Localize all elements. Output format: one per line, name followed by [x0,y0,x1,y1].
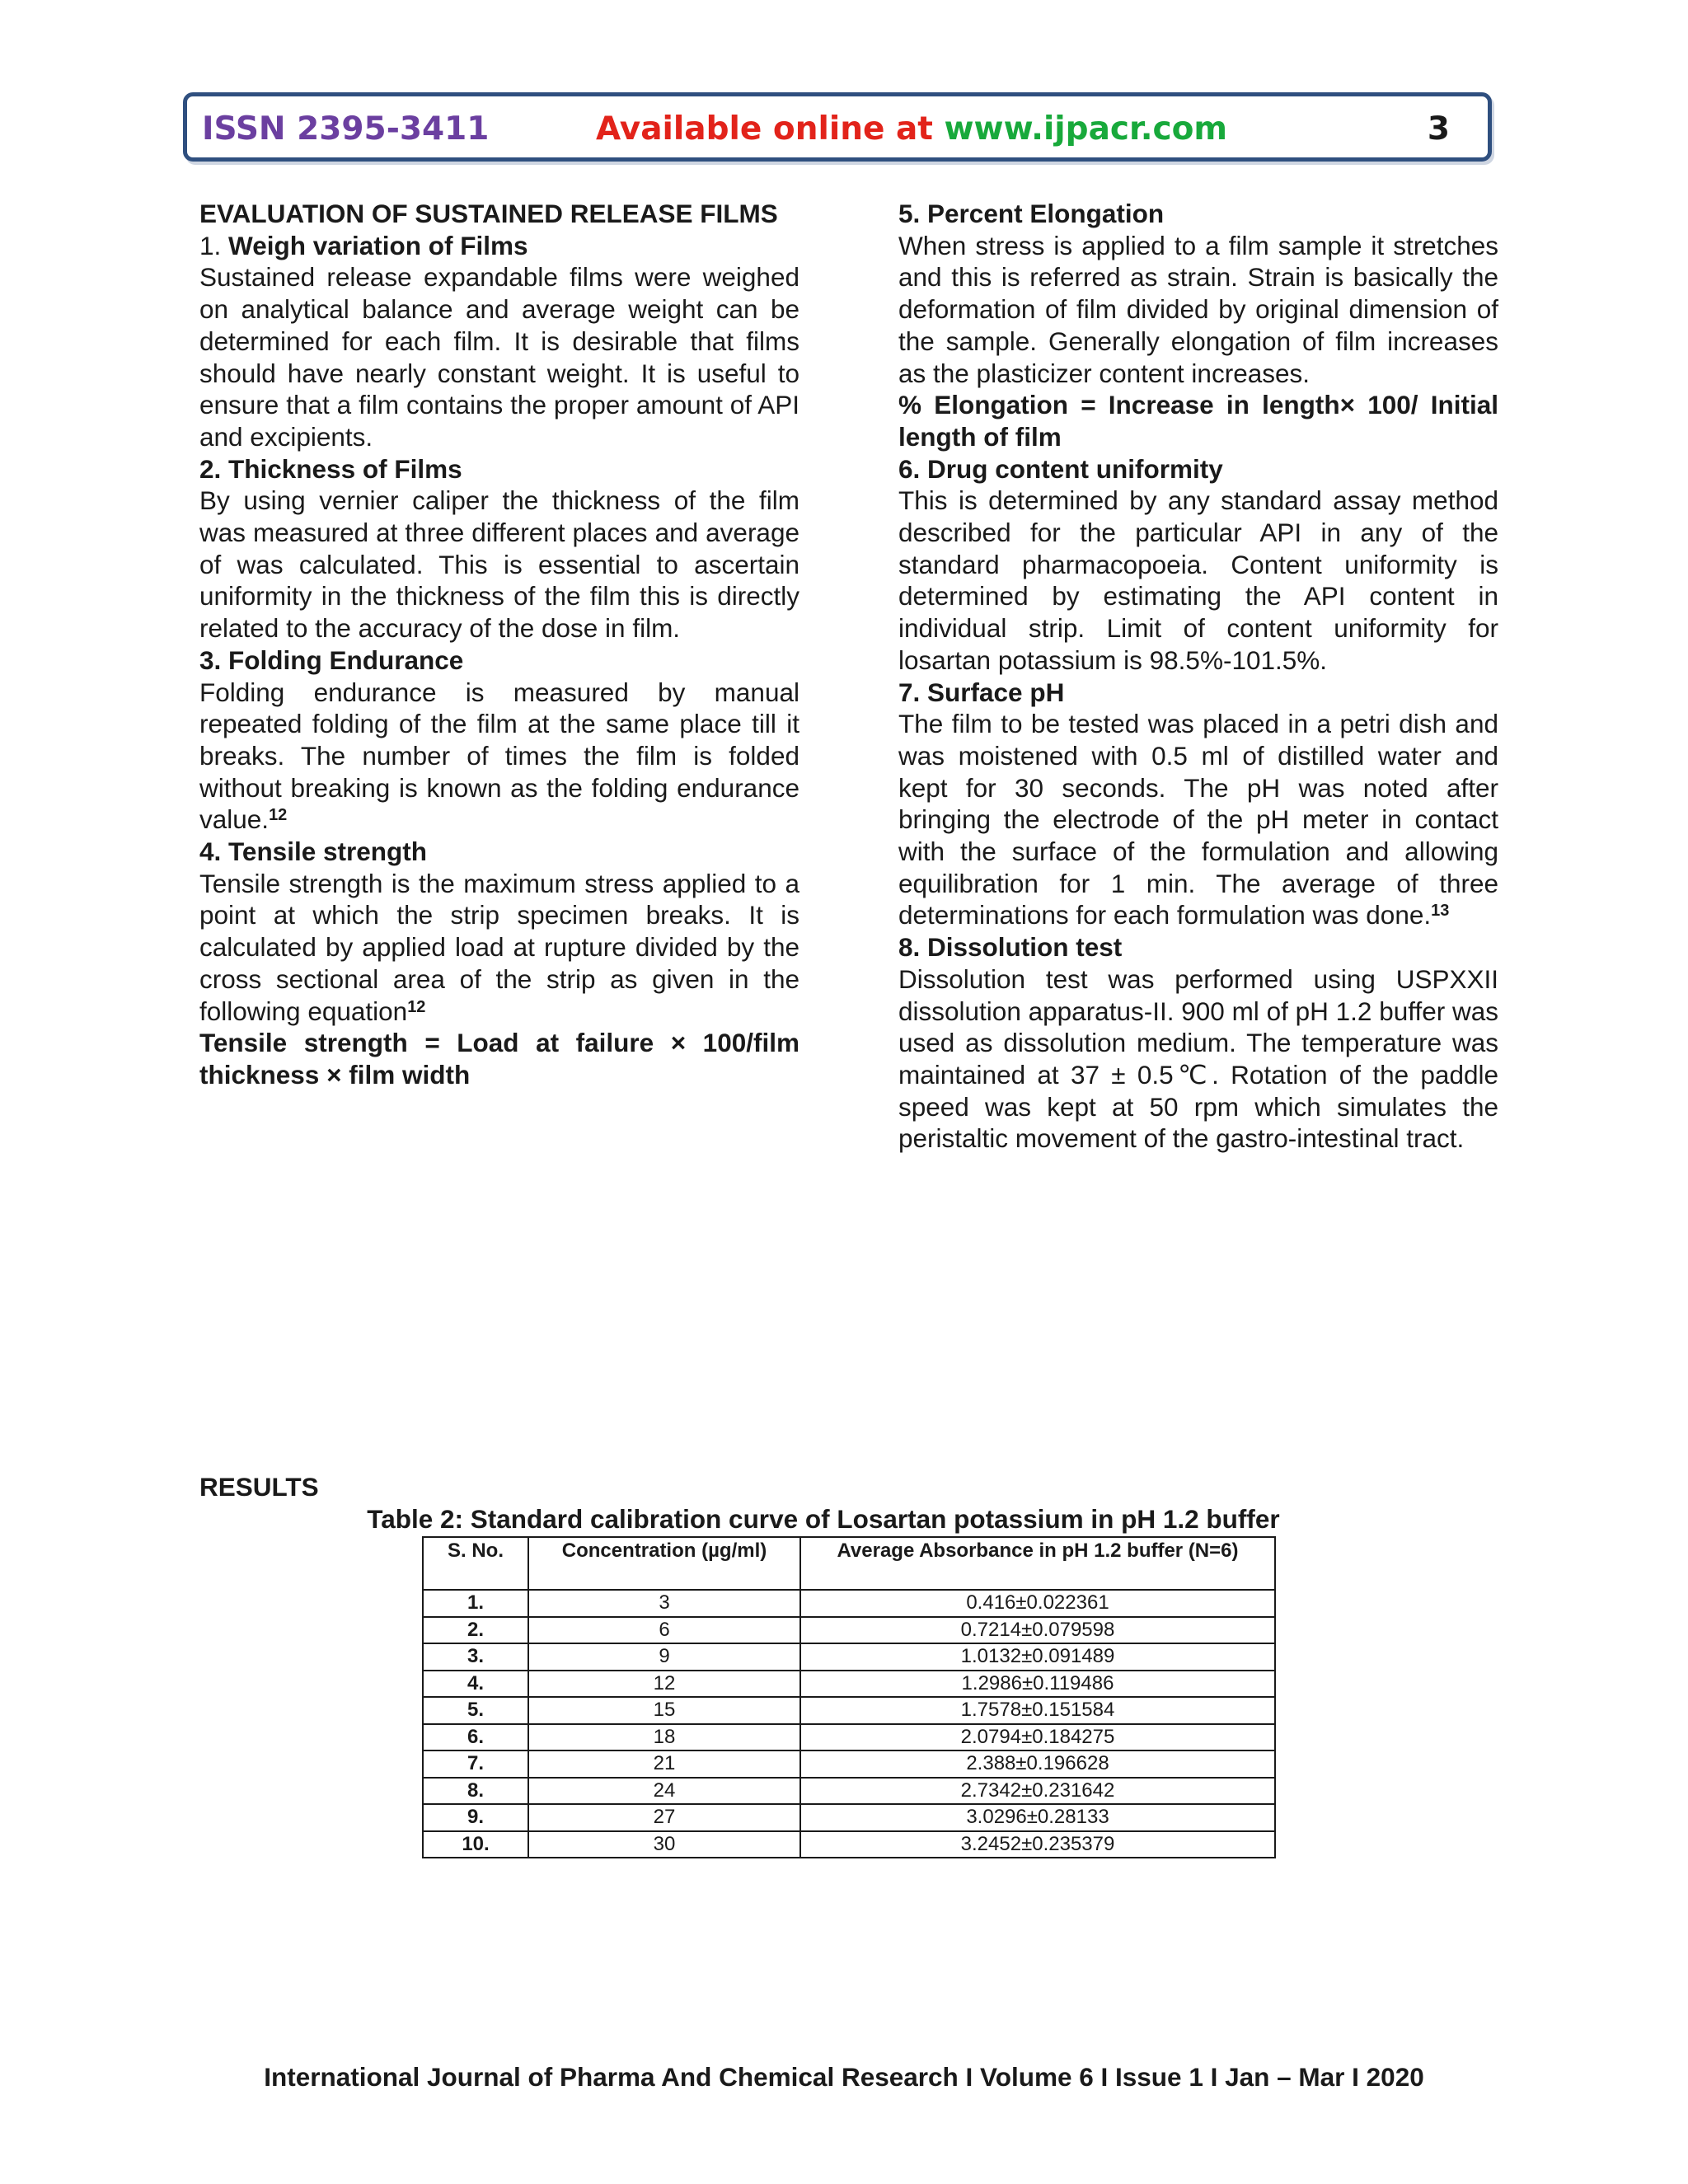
section-6-body: This is determined by any standard assay method described for the particular API in any of the standard pharmacopoeia. Content uniformity is determined by estimating the API content in individual strip. Limit of content uniformity for losartan potassium is 98.5%-101.5%. [898,485,1498,675]
table-row [423,1697,1275,1724]
table-caption [0,1504,1688,1535]
cell-concentration: 24 [528,1778,800,1805]
table-row [423,1750,1275,1778]
cell-sno: 10. [423,1831,528,1858]
cell-concentration: 18 [528,1724,800,1751]
cell-absorbance: 2.0794±0.184275 [800,1724,1275,1751]
cell-sno: 9. [423,1804,528,1831]
cell-absorbance: 1.2986±0.119486 [800,1671,1275,1698]
right-column [898,198,1498,1155]
cell-absorbance: 0.416±0.022361 [800,1590,1275,1617]
table-row [423,1804,1275,1831]
table-header-row [423,1537,1275,1590]
section-8-title: 8. Dissolution test [898,932,1123,963]
table-row [423,1778,1275,1805]
section-1-title-text: Weigh variation of Films [228,230,528,260]
table-row [423,1671,1275,1698]
section-4-body [199,868,799,1028]
cell-sno: 5. [423,1697,528,1724]
tensile-equation: Tensile strength = Load at failure × 100/film thickness × film width [199,1028,799,1090]
column-header-sno: S. No. [423,1537,528,1590]
section-4-title: 4. Tensile strength [199,837,427,867]
journal-header [183,92,1492,162]
section-5-title: 5. Percent Elongation [898,199,1165,228]
table-row [423,1724,1275,1751]
cell-sno: 3. [423,1643,528,1671]
citation-ref: 13 [1431,902,1450,921]
cell-absorbance: 0.7214±0.079598 [800,1617,1275,1644]
cell-concentration: 30 [528,1831,800,1858]
section-3-title: 3. Folding Endurance [199,644,464,675]
elongation-equation: % Elongation = Increase in length× 100/ Initial length of film [898,390,1498,452]
table-row [423,1590,1275,1617]
section-5-body: When stress is applied to a film sample it stretches and this is referred as strain. Strain is basically the deformation of film divided by original dimension of the sample. Generally elongation of film increases as the plasticizer content increases. [898,230,1498,388]
cell-concentration: 21 [528,1750,800,1778]
journal-footer: International Journal of Pharma And Chemical Research I Volume 6 I Issue 1 I Jan – Mar I 2020 [264,2062,1424,2092]
cell-sno: 7. [423,1750,528,1778]
journal-url-link[interactable]: www.ijpacr.com [944,110,1228,148]
cell-sno: 6. [423,1724,528,1751]
section-3-text: Folding endurance is measured by manual repeated folding of the film at the same place till it breaks. The number of times the film is folded without breaking is known as the folding endurance value. [199,677,799,835]
section-7-title: 7. Surface pH [898,677,1065,707]
column-header-absorbance: Average Absorbance in pH 1.2 buffer (N=6) [800,1537,1275,1590]
section-1-title [199,230,799,262]
cell-concentration: 12 [528,1671,800,1698]
table-row [423,1617,1275,1644]
table-row [423,1831,1275,1858]
cell-absorbance: 3.2452±0.235379 [800,1831,1275,1858]
results-heading: RESULTS [199,1472,319,1502]
cell-concentration: 27 [528,1804,800,1831]
cell-absorbance: 2.388±0.196628 [800,1750,1275,1778]
section-heading: EVALUATION OF SUSTAINED RELEASE FILMS [199,199,778,228]
cell-sno: 8. [423,1778,528,1805]
section-3-body [199,677,799,837]
section-7-body [898,708,1498,931]
cell-absorbance: 1.7578±0.151584 [800,1697,1275,1724]
cell-absorbance: 1.0132±0.091489 [800,1643,1275,1671]
section-8-body: Dissolution test was performed using USPXXII dissolution apparatus-II. 900 ml of pH 1.2 buffer was used as dissolution medium. The temperature was maintained at 37 ± 0.5℃. Rotation of the paddle speed was kept at 50 rpm which simulates the peristaltic movement of the gastro-intestinal tract. [898,963,1498,1154]
table-caption-text: Table 2: Standard calibration curve of Losartan potassium in pH 1.2 buffer [367,1504,1280,1534]
cell-absorbance: 2.7342±0.231642 [800,1778,1275,1805]
section-1-number: 1. [199,230,229,260]
issn-label: ISSN 2395-3411 [202,110,490,148]
column-header-concentration: Concentration (µg/ml) [528,1537,800,1590]
section-2-title: 2. Thickness of Films [199,453,462,484]
section-6-title: 6. Drug content uniformity [898,453,1223,484]
cell-concentration: 6 [528,1617,800,1644]
section-7-text: The film to be tested was placed in a petri dish and was moistened with 0.5 ml of distilled water and kept for 30 seconds. The pH was noted after bringing the electrode of the pH meter in contact with the surface of the formulation and allowing equilibration for 1 min. The average of three determinations for each formulation was done. [898,709,1498,930]
cell-concentration: 15 [528,1697,800,1724]
page-number: 3 [1427,110,1450,148]
cell-sno: 1. [423,1590,528,1617]
left-column [199,198,799,1091]
section-1-body: Sustained release expandable films were weighed on analytical balance and average weight can be determined for each film. It is desirable that films should have nearly constant weight. It is useful to ensure that a film contains the proper amount of API and excipients. [199,262,799,452]
cell-absorbance: 3.0296±0.28133 [800,1804,1275,1831]
cell-sno: 2. [423,1617,528,1644]
cell-concentration: 3 [528,1590,800,1617]
cell-sno: 4. [423,1671,528,1698]
available-prefix: Available online at [596,110,945,148]
table-row [423,1643,1275,1671]
section-2-body: By using vernier caliper the thickness of the film was measured at three different places and average of was calculated. This is essential to ascertain uniformity in the thickness of the film this is directly related to the accuracy of the dose in film. [199,485,799,644]
section-4-text: Tensile strength is the maximum stress applied to a point at which the strip specimen breaks. It is calculated by applied load at rupture divided by the cross sectional area of the strip as given in the following equation [199,868,799,1026]
calibration-table [422,1536,1276,1858]
cell-concentration: 9 [528,1643,800,1671]
availability-notice [596,110,1227,148]
citation-ref: 12 [407,997,426,1016]
citation-ref: 12 [269,806,288,825]
